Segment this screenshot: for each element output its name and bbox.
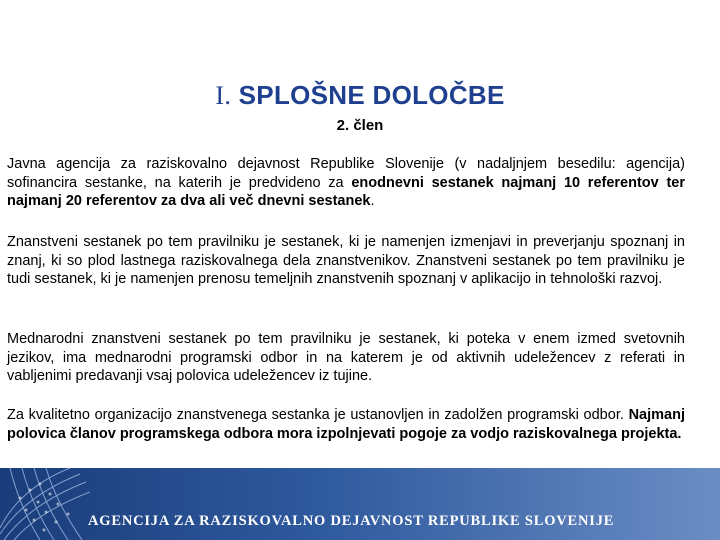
article-subtitle: 2. člen [336,117,384,134]
paragraph-1-bold: enodnevni sestanek najmanj 10 referentov ter najmanj 20 referentov za dva ali več dnevni sestanek [7,174,685,209]
title-text: SPLOŠNE DOLOČBE [238,80,505,110]
paragraph-4-bold: Najmanj polovica članov programskega odbora mora izpolnjevati pogoje za vodjo raziskovalnega projekta. [7,407,685,442]
paragraph-1-text: Javna agencija za raziskovalno dejavnost Republike Slovenije (v nadaljnjem besedilu: agencija) sofinancira sestanke, na katerih je predvideno za [7,156,685,191]
paragraph-2: Znanstveni sestanek po tem pravilniku je sestanek, ki je namenjen izmenjavi in preverjanju spoznanj in znanj, ki so plod lastnega raziskovalnega dela znanstvenikov. Znanstveni sestanek po tem pravilniku je tudi sestanek, ki je namenjen prenosu temeljnih znanstvenih spoznanj v aplikacijo in tehnološki razvoj. [7,234,685,287]
title-numeral: I. [215,81,232,110]
footer-agency-name: AGENCIJA ZA RAZISKOVALNO DEJAVNOST REPUBLIKE SLOVENIJE [88,513,615,529]
arrs-globe-logo-icon [0,468,90,540]
paragraph-4 [7,406,685,443]
paragraph-1-end: . [370,193,375,209]
paragraph-3: Mednarodni znanstveni sestanek po tem pravilniku je sestanek, ki poteka v enem izmed svetovnih jezikov, ima mednarodni programski odbor in na katerem je od aktivnih udeležencev z referati in vabljenimi predavanji vsaj polovica udeležencev iz tujine. [7,331,685,384]
paragraph-4-text: Za kvalitetno organizacijo znanstvenega sestanka je ustanovljen in zadolžen programski odbor. [7,407,629,423]
footer-banner [0,468,720,540]
paragraph-1 [7,155,685,211]
slide-title [0,80,720,111]
